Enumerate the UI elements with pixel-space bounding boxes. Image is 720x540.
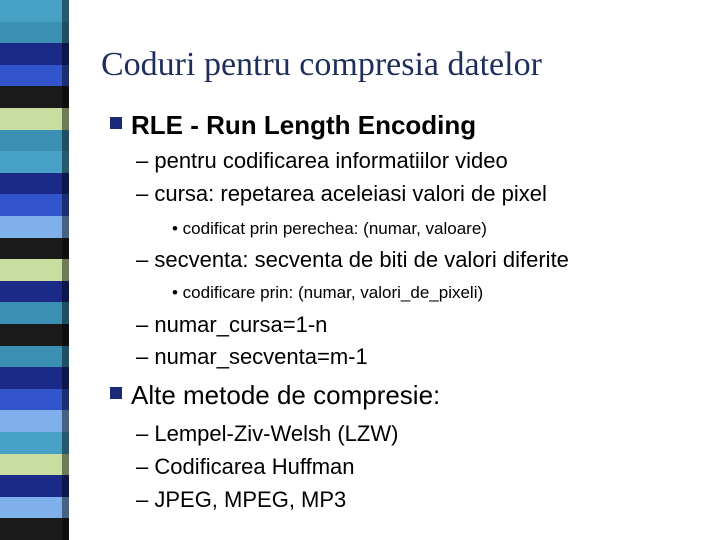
sub-item-jpeg: – JPEG, MPEG, MP3 — [136, 487, 347, 512]
sub-item-cursa: – cursa: repetarea aceleiasi valori de pixel — [136, 181, 547, 206]
sub-item-numar-secventa: – numar_secventa=m-1 — [136, 344, 368, 369]
bullet-rle-text: RLE - Run Length Encoding — [131, 110, 477, 140]
detail-cursa: • codificat prin perechea: (numar, valoare) — [172, 219, 487, 238]
stripe-block — [0, 0, 69, 22]
stripe-block — [0, 22, 69, 44]
stripe-block — [0, 410, 69, 432]
stripe-block — [0, 259, 69, 281]
stripe-block — [0, 281, 69, 303]
sub-item-lzw: – Lempel-Ziv-Welsh (LZW) — [136, 421, 399, 446]
stripe-block — [0, 151, 69, 173]
decorative-color-stripe — [0, 0, 69, 540]
bullet-rle — [110, 110, 476, 141]
square-bullet-icon — [110, 117, 122, 129]
stripe-block — [0, 497, 69, 519]
bullet-alte-metode-text: Alte metode de compresie: — [131, 380, 441, 410]
stripe-block — [0, 65, 69, 87]
stripe-block — [0, 108, 69, 130]
stripe-block — [0, 173, 69, 195]
detail-secventa: • codificare prin: (numar, valori_de_pixeli) — [172, 283, 484, 302]
stripe-block — [0, 432, 69, 454]
stripe-block — [0, 518, 69, 540]
stripe-block — [0, 130, 69, 152]
stripe-block — [0, 367, 69, 389]
sub-item-huffman: – Codificarea Huffman — [136, 454, 355, 479]
sub-item-video: – pentru codificarea informatiilor video — [136, 148, 508, 173]
stripe-block — [0, 238, 69, 260]
stripe-block — [0, 324, 69, 346]
stripe-block — [0, 216, 69, 238]
sub-item-secventa: – secventa: secventa de biti de valori diferite — [136, 247, 569, 272]
slide-title: Coduri pentru compresia datelor — [101, 46, 542, 83]
square-bullet-icon — [110, 387, 122, 399]
stripe-block — [0, 346, 69, 368]
sub-item-numar-cursa: – numar_cursa=1-n — [136, 312, 328, 337]
stripe-block — [0, 43, 69, 65]
stripe-block — [0, 454, 69, 476]
stripe-block — [0, 475, 69, 497]
stripe-block — [0, 86, 69, 108]
stripe-block — [0, 302, 69, 324]
stripe-block — [0, 389, 69, 411]
stripe-block — [0, 194, 69, 216]
bullet-alte-metode — [110, 380, 440, 411]
